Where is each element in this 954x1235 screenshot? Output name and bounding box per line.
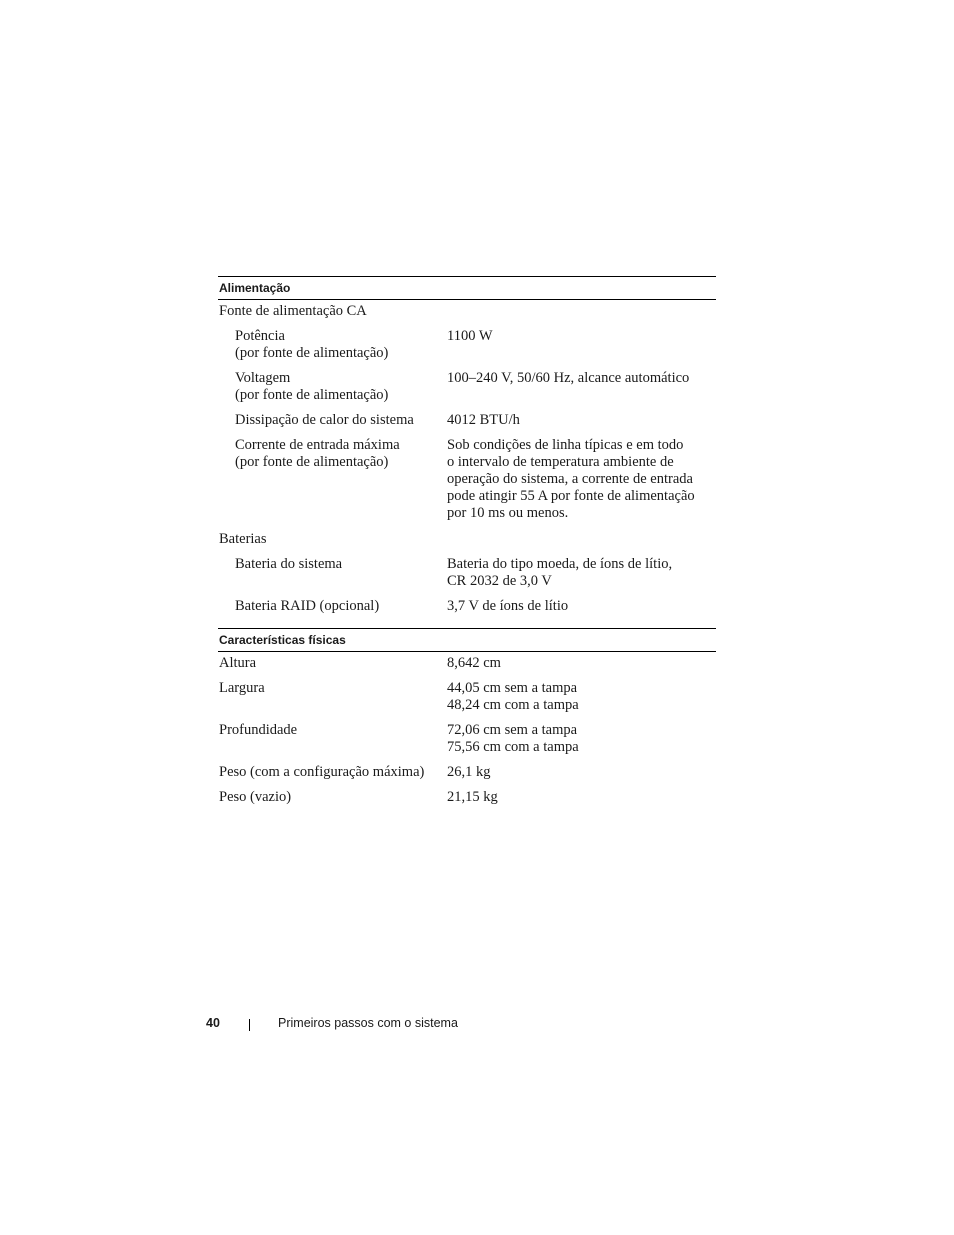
batteries-row — [218, 531, 716, 556]
inrush-label: Corrente de entrada máxima (por fonte de alimentação) — [235, 437, 400, 470]
depth-value: 72,06 cm sem a tampa 75,56 cm com a tampa — [447, 722, 579, 755]
heat-value: 4012 BTU/h — [447, 412, 520, 428]
width-row — [218, 680, 716, 722]
ac-supply-row — [218, 303, 716, 328]
inrush-value: Sob condições de linha típicas e em todo o intervalo de temperatura ambiente de operação do sistema, a corrente de entrada pode atingir 55 A por fonte de alimentação por 10 ms ou menos. — [447, 437, 695, 521]
batteries-label: Baterias — [219, 531, 267, 547]
height-label: Altura — [219, 655, 257, 671]
footer-title: Primeiros passos com o sistema — [278, 1016, 458, 1030]
inrush-row — [218, 437, 716, 531]
system-battery-label: Bateria do sistema — [235, 556, 343, 572]
spec-table — [218, 276, 716, 814]
wattage-row — [218, 328, 716, 370]
footer-separator — [249, 1019, 250, 1031]
height-row — [218, 655, 716, 680]
width-label: Largura — [219, 680, 265, 696]
raid-battery-label: Bateria RAID (opcional) — [235, 598, 380, 614]
heat-label: Dissipação de calor do sistema — [235, 412, 414, 428]
voltage-value: 100–240 V, 50/60 Hz, alcance automático — [447, 370, 690, 386]
depth-row — [218, 722, 716, 764]
voltage-row — [218, 370, 716, 412]
weight-empty-label: Peso (vazio) — [219, 789, 292, 805]
system-battery-row — [218, 556, 716, 598]
width-value: 44,05 cm sem a tampa 48,24 cm com a tampa — [447, 680, 579, 713]
wattage-label: Potência (por fonte de alimentação) — [235, 328, 389, 361]
power-heading: Alimentação — [218, 276, 716, 300]
weight-max-value: 26,1 kg — [447, 764, 491, 780]
physical-heading: Características físicas — [218, 628, 716, 652]
system-battery-value: Bateria do tipo moeda, de íons de lítio, CR 2032 de 3,0 V — [447, 556, 673, 589]
voltage-label: Voltagem (por fonte de alimentação) — [235, 370, 389, 403]
weight-empty-row — [218, 789, 716, 814]
raid-battery-value: 3,7 V de íons de lítio — [447, 598, 569, 614]
depth-label: Profundidade — [219, 722, 298, 738]
ac-supply-label: Fonte de alimentação CA — [219, 303, 367, 319]
weight-max-label: Peso (com a configuração máxima) — [219, 764, 425, 780]
weight-empty-value: 21,15 kg — [447, 789, 498, 805]
height-value: 8,642 cm — [447, 655, 501, 671]
wattage-value: 1100 W — [447, 328, 493, 344]
raid-battery-row — [218, 598, 716, 628]
page-number: 40 — [206, 1016, 220, 1030]
weight-max-row — [218, 764, 716, 789]
heat-row — [218, 412, 716, 437]
